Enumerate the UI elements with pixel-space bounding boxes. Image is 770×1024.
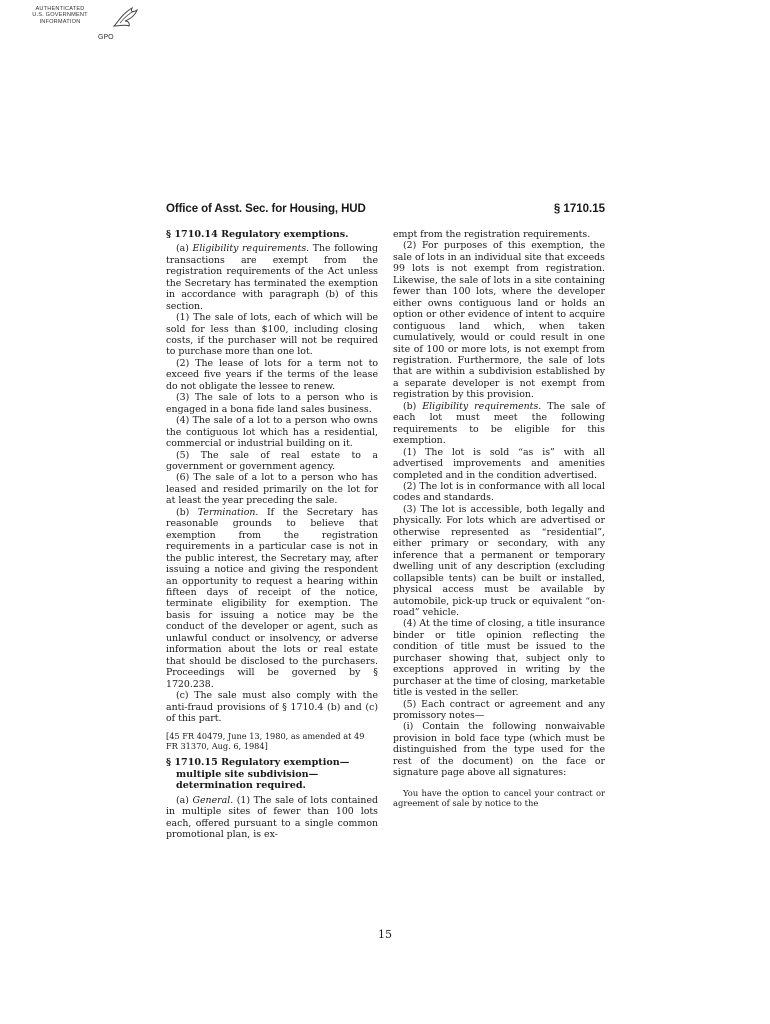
paragraph-a2-multisite: (2) For purposes of this exemption, the sale of lots in an individual site that exceeds 99 lots is not exempt from registration. Likewise, the sale of lots in a site containing fewer than 100 lots, where the developer either owns contiguous land or holds an option or other evidence of intent to acquire contiguous land which, when taken cumulatively, would or could result in one site of 100 or more lots, is not exempt from registration. Furthermore, the sale of lots that are within a subdivision established by a separate developer is not exempt from registration by this provision. — [393, 240, 605, 401]
running-header-section: § 1710.15 — [553, 203, 605, 215]
paragraph-a2: (2) The lease of lots for a term not to exceed five years if the terms of the lease do not obligate the lessee to renew. — [166, 357, 378, 392]
paragraph-c: (c) The sale must also comply with the anti-fraud provisions of § 1710.4 (b) and (c) of this part. — [166, 690, 378, 724]
paragraph-a: (a) Eligibility requirements. The following transactions are exempt from the registration requirements of the Act unless the Secretary has terminated the exemption in accordance with paragraph (b) of this section. — [166, 243, 379, 312]
paragraph-b4: (4) At the time of closing, a title insurance binder or title opinion reflecting the condition of title must be issued to the purchaser showing that, subject only to exceptions approved in writing by the purchaser at the time of closing, marketable title is vested in the seller. — [393, 618, 605, 699]
paragraph-a4: (4) The sale of a lot to a person who owns the contiguous lot which has a residential, commercial or industrial building on it. — [166, 415, 378, 450]
paragraph-a5: (5) The sale of real estate to a government or government agency. — [166, 449, 378, 473]
cancellation-notice-text: You have the option to cancel your contract or agreement of sale by notice to the — [393, 787, 605, 809]
paragraph-a3: (3) The sale of lots to a person who is engaged in a bona fide land sales business. — [166, 392, 378, 415]
paragraph-b5-i: (i) Contain the following nonwaivable provision in bold face type (which must be distinguished from the type used for the rest of the document) on the face or signature page above all signatures: — [393, 721, 605, 779]
paragraph-general: (a) General. (1) The sale of lots contained in multiple sites of fewer than 100 lots each, offered pursuant to a single common promotional plan, is ex- — [166, 794, 378, 841]
left-column — [166, 229, 378, 840]
paragraph-b3: (3) The lot is accessible, both legally and physically. For lots which are advertised or otherwise represented as “residential”, either primary or secondary, with any inference that a permanent or temporary dwelling unit of any description (excluding collapsible tents) can be built or installed, physical access must be available by automobile, pick-up truck or equivalent “on-road” vehicle. — [393, 503, 605, 618]
paragraph-b1: (1) The lot is sold “as is” with all advertised improvements and amenities completed and in the condition advertised. — [393, 446, 605, 481]
paragraph-a1: (1) The sale of lots, each of which will be sold for less than $100, including closing costs, if the purchaser will not be required to purchase more than one lot. — [166, 312, 378, 358]
logo-text: AUTHENTICATED U.S. GOVERNMENT INFORMATION — [32, 6, 88, 25]
running-header-agency: Office of Asst. Sec. for Housing, HUD — [166, 203, 366, 215]
section-heading-1710-14: § 1710.14 Regulatory exemptions. — [166, 229, 349, 240]
page-number: 15 — [378, 928, 392, 941]
paragraph-b5: (5) Each contract or agreement and any promissory notes— — [393, 698, 605, 722]
source-citation: [45 FR 40479, June 13, 1980, as amended at 49 FR 31370, Aug. 6, 1984] — [166, 731, 365, 752]
paragraph-b-eligibility: (b) Eligibility requirements. The sale of each lot must meet the following requirements to be eligible for this exemption. — [393, 400, 605, 447]
paragraph-a6: (6) The sale of a lot to a person who has leased and resided primarily on the lot for at least the year preceding the sale. — [166, 472, 378, 507]
right-column — [393, 229, 605, 809]
eagle-icon — [110, 4, 140, 34]
paragraph-continuation: empt from the registration requirements. — [393, 229, 591, 240]
gpo-authentication-logo — [28, 4, 148, 48]
paragraph-b: (b) Termination. If the Secretary has reasonable grounds to believe that exemption from the registration requirements in a particular case is not in the public interest, the Secretary may, after issuing a notice and giving the respondent an opportunity to request a hearing within fifteen days of receipt of the notice, terminate eligibility for exemption. The basis for issuing a notice may be the conduct of the developer or agent, such as unlawful conduct or insolvency, or adverse information about the lots or real estate that should be disclosed to the purchasers. Proceedings will be governed by § 1720.238. — [166, 506, 378, 690]
gpo-mark: GPO — [98, 34, 114, 41]
section-heading-1710-15: § 1710.15 Regulatory exemption—multiple site subdivision—determination required. — [166, 757, 350, 792]
paragraph-b2: (2) The lot is in conformance with all local codes and standards. — [393, 480, 605, 504]
